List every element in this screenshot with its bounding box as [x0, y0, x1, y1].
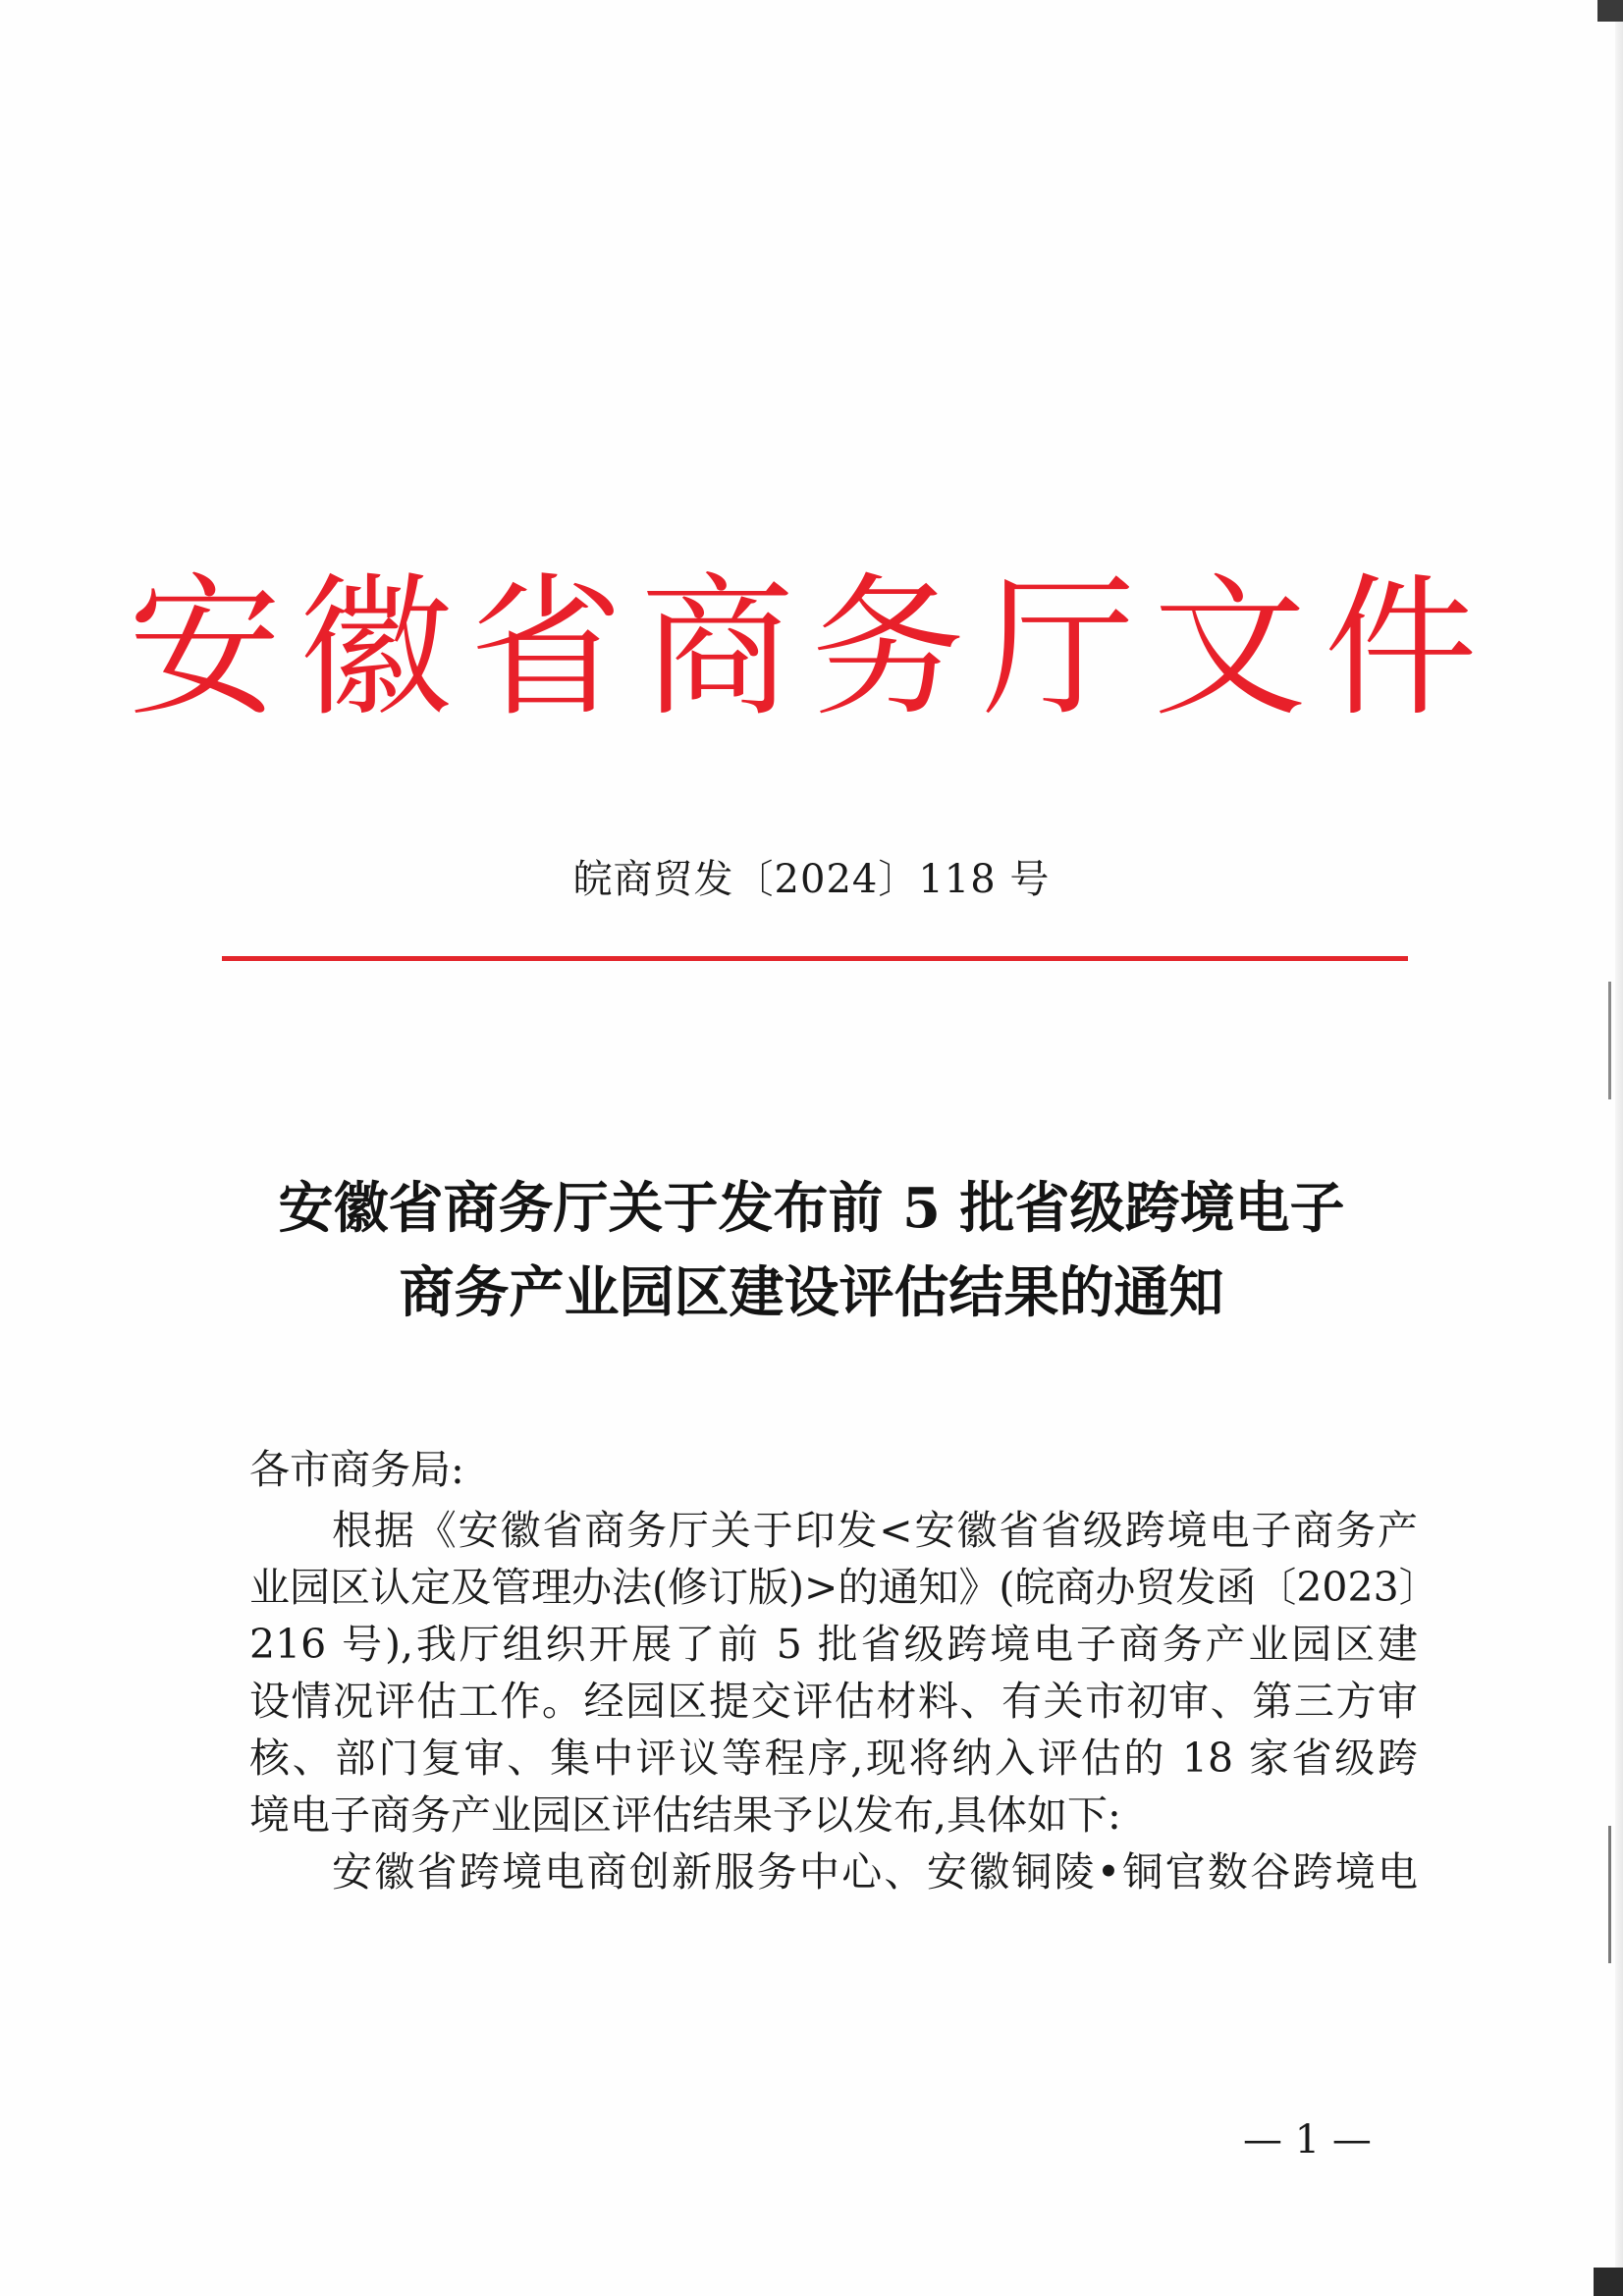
page-number: — 1 —	[1243, 2117, 1372, 2163]
page-edge-shadow	[1615, 0, 1623, 2296]
paragraph-2	[249, 1843, 1418, 1900]
scan-artifact	[1597, 0, 1623, 22]
paragraph-line: 根据《安徽省商务厅关于印发<安徽省省级跨境电子商务产	[332, 1507, 1418, 1554]
notice-title	[0, 1166, 1623, 1335]
paragraph-line: 核、部门复审、集中评议等程序,现将纳入评估的 18 家省级跨	[249, 1735, 1418, 1782]
paragraph-line: 境电子商务产业园区评估结果予以发布,具体如下:	[249, 1791, 1121, 1839]
issuing-org-title: 安徽省商务厅文件	[128, 559, 1495, 737]
notice-title-line-1: 安徽省商务厅关于发布前 5 批省级跨境电子	[278, 1176, 1345, 1241]
scan-artifact	[1594, 2268, 1623, 2296]
paragraph-line: 安徽省跨境电商创新服务中心、安徽铜陵•铜官数谷跨境电	[332, 1848, 1418, 1896]
notice-body	[249, 1441, 1439, 1900]
paragraph-1	[249, 1502, 1439, 1843]
salutation: 各市商务局:	[249, 1446, 464, 1493]
paragraph-line: 216 号),我厅组织开展了前 5 批省级跨境电子商务产业园区建	[249, 1621, 1418, 1668]
document-number: 皖商贸发〔2024〕118 号	[572, 857, 1051, 902]
red-separator-line	[222, 956, 1408, 961]
paragraph-line: 设情况评估工作。经园区提交评估材料、有关市初审、第三方审	[249, 1678, 1418, 1725]
scan-artifact	[1608, 1826, 1611, 1963]
scan-artifact	[1608, 982, 1611, 1099]
paragraph-line: 业园区认定及管理办法(修订版)>的通知》(皖商办贸发函〔2023〕	[249, 1564, 1439, 1611]
notice-title-line-2: 商务产业园区建设评估结果的通知	[399, 1260, 1224, 1325]
